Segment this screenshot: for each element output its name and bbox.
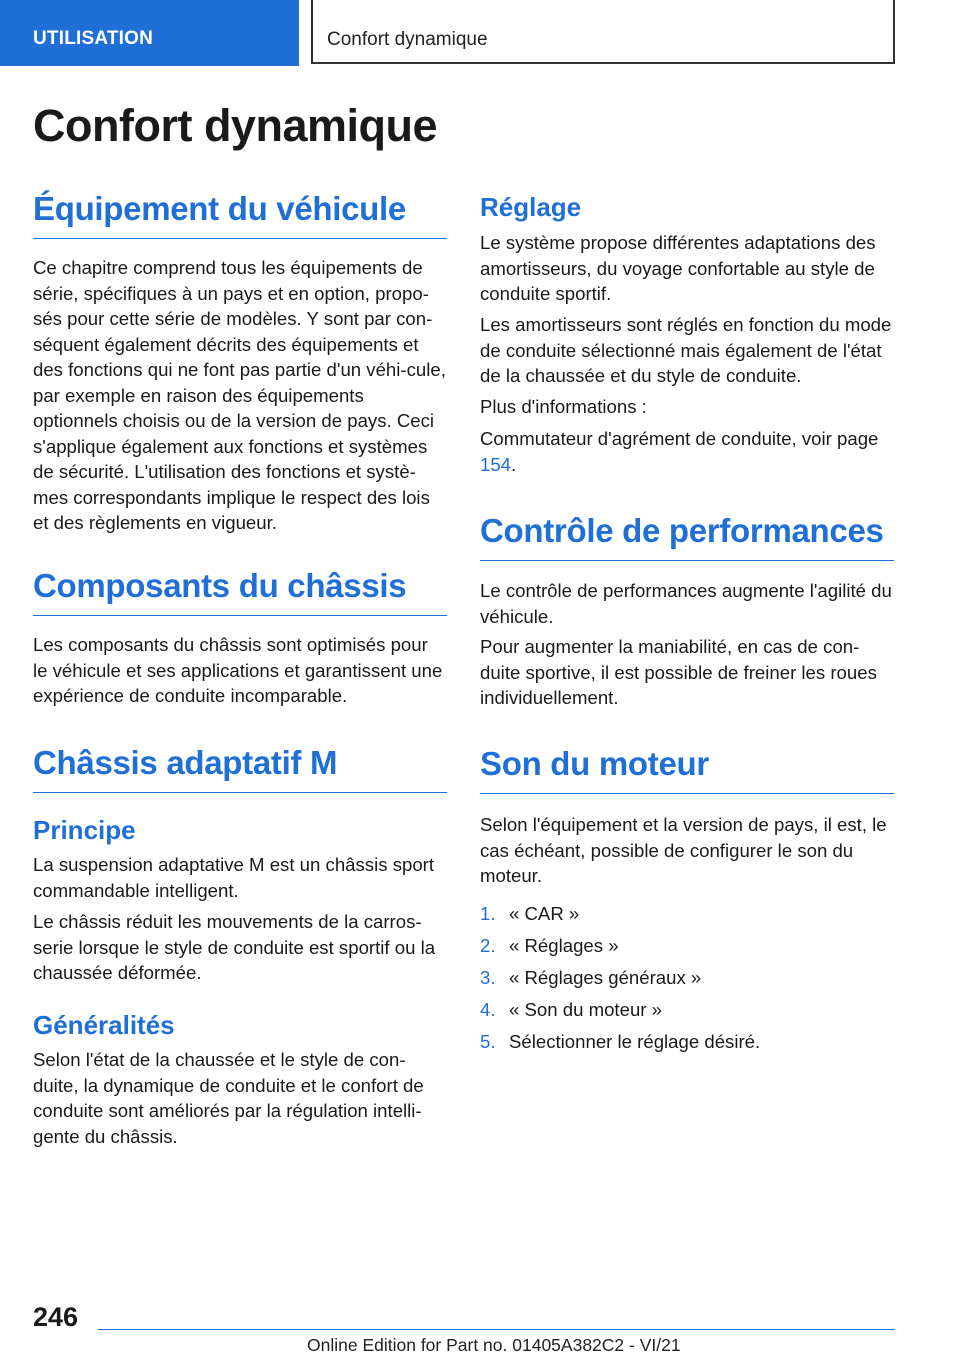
heading-son-moteur: Son du moteur	[480, 745, 894, 794]
paragraph-reglage-reference	[480, 426, 880, 477]
step-text: « Réglages généraux »	[509, 967, 702, 988]
step-text: « Réglages »	[509, 935, 619, 956]
reference-text: Commutateur d'agrément de conduite, voir page	[480, 428, 879, 449]
footer-edition: Online Edition for Part no. 01405A382C2 - VI/21	[307, 1335, 681, 1355]
subheading-reglage: Réglage	[480, 192, 582, 222]
subheading-principe: Principe	[33, 815, 136, 845]
paragraph-equipement: Ce chapitre comprend tous les équipements de série, spécifiques à un pays et en option, propo-sés pour cette série de modèles. Y sont par con-séquent également décrits des équipements et des fonctions qui ne font pas partie d'un véhi-cule, par exemple en raison des équipements optionnels choisis ou de la version de pays. Ceci s'applique également aux fonctions et systèmes de sécurité. L'utilisation des fonctions et systè-mes correspondants implique le respect des lois et des règlements en vigueur.	[33, 257, 446, 533]
heading-composants-chassis: Composants du châssis	[33, 567, 447, 616]
step-number: 1.	[480, 903, 496, 924]
paragraph-son-moteur: Selon l'équipement et la version de pays, il est, le cas échéant, possible de configurer le son du moteur.	[480, 814, 887, 886]
header-topic-label: Confort dynamique	[327, 29, 488, 50]
paragraph-principe-2: Le châssis réduit les mouvements de la carros-serie lorsque le style de conduite est sportif ou la chaussée déformée.	[33, 911, 436, 983]
paragraph-performances-2: Pour augmenter la maniabilité, en cas de con-duite sportive, il est possible de freiner les roues individuellement.	[480, 636, 877, 708]
subheading-generalites: Généralités	[33, 1010, 175, 1040]
paragraph-generalites: Selon l'état de la chaussée et le style de con-duite, la dynamique de conduite et le confort de conduite sont améliorés par la régulation intelli-gente du châssis.	[33, 1049, 424, 1147]
heading-equipement: Équipement du véhicule	[33, 190, 447, 239]
paragraph-principe-1: La suspension adaptative M est un châssis sport commandable intelligent.	[33, 854, 435, 901]
page-number: 246	[33, 1302, 79, 1332]
heading-chassis-adaptatif: Châssis adaptatif M	[33, 744, 447, 793]
step-number: 5.	[480, 1031, 496, 1052]
step-number: 2.	[480, 935, 496, 956]
reference-end: .	[511, 453, 517, 475]
step-number: 3.	[480, 967, 496, 988]
step-text: Sélectionner le réglage désiré.	[509, 1031, 761, 1052]
paragraph-composants-chassis: Les composants du châssis sont optimisés pour le véhicule et ses applications et garantissent une expérience de conduite incomparable.	[33, 634, 443, 706]
header-section-label: UTILISATION	[33, 28, 154, 49]
paragraph-reglage-more: Plus d'informations :	[480, 396, 647, 417]
footer-divider	[98, 1329, 895, 1330]
step-text: « Son du moteur »	[509, 999, 662, 1020]
paragraph-reglage-1: Le système propose différentes adaptations des amortisseurs, du voyage confortable au style de conduite sportif.	[480, 232, 876, 304]
right-column	[480, 0, 894, 1300]
left-column	[33, 0, 447, 1300]
step-text: « CAR »	[509, 903, 580, 924]
heading-controle-performances: Contrôle de performances	[480, 512, 894, 561]
step-number: 4.	[480, 999, 496, 1020]
paragraph-performances-1: Le contrôle de performances augmente l'agilité du véhicule.	[480, 580, 892, 627]
page-reference-link[interactable]: 154	[480, 453, 512, 475]
paragraph-reglage-2: Les amortisseurs sont réglés en fonction du mode de conduite sélectionné mais également de l'état de la chaussée et du style de conduite.	[480, 314, 892, 386]
page-title: Confort dynamique	[33, 100, 437, 151]
